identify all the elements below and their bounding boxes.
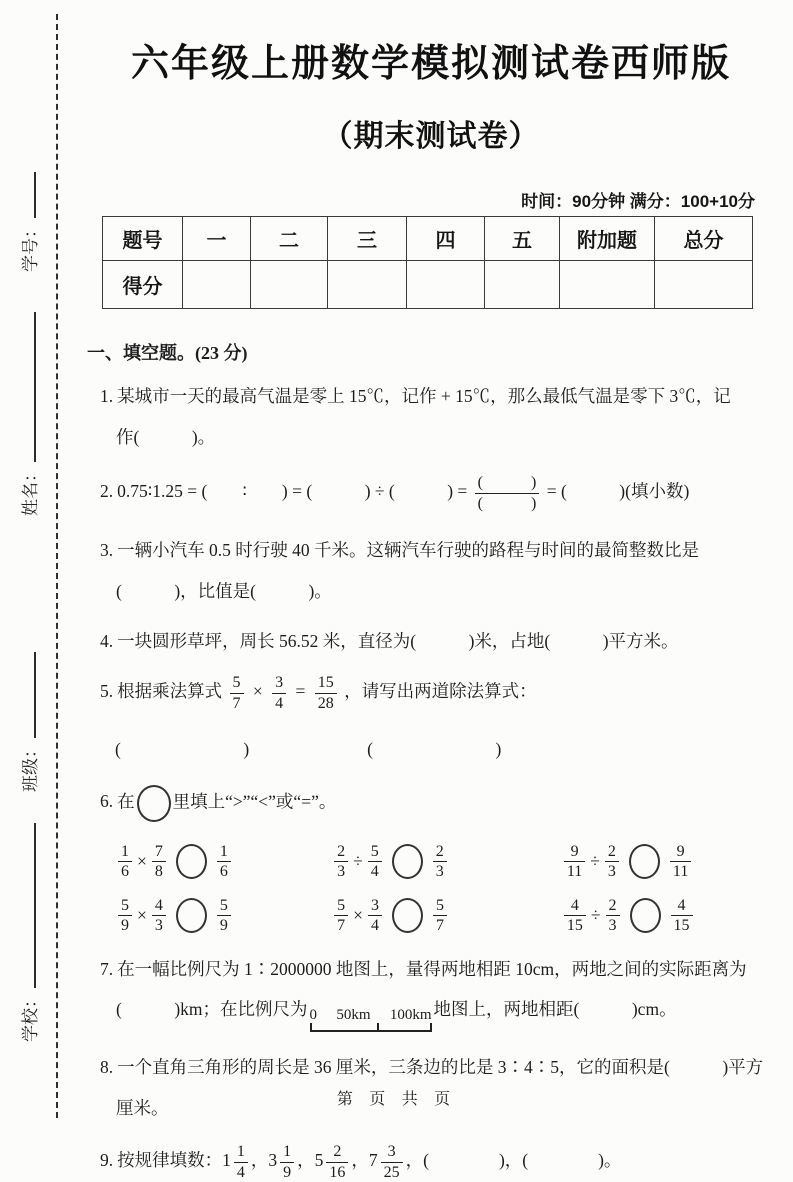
question-7	[85, 958, 777, 1032]
blank-fraction: $\frac{( )}{( )}$	[475, 473, 540, 513]
paper-content	[85, 0, 777, 1182]
score-header-extra: 附加题	[560, 217, 655, 261]
exam-info: 时间：90分钟 满分：100+10分	[521, 192, 755, 211]
question-1	[85, 385, 777, 449]
operator: ×	[353, 905, 363, 926]
school-blank-line	[32, 823, 36, 988]
comparison-circle	[176, 844, 207, 879]
score-header-5: 五	[485, 217, 560, 261]
operator: ÷	[590, 851, 600, 872]
comparison-item: $\frac{5}{9}$ × $\frac{4}{3}$ $\frac{5}{9}$	[115, 896, 331, 936]
name-blank-line	[32, 312, 36, 462]
fraction: $\frac{15}{28}$	[315, 673, 337, 713]
question-text: ( )km；在比例尺为	[116, 998, 308, 1019]
comparison-item: $\frac{1}{6}$ × $\frac{7}{8}$ $\frac{1}{6}$	[115, 842, 331, 882]
fill-in-circle	[137, 785, 171, 822]
class-label: 班级：	[21, 741, 40, 792]
margin-field-student-no	[16, 172, 41, 272]
operator: ×	[137, 851, 147, 872]
question-text: 地图上，两地相距( )cm。	[433, 998, 677, 1019]
page-title: 六年级上册数学模拟测试卷西师版	[130, 43, 731, 85]
question-text: ( )，( )。	[423, 1150, 622, 1171]
class-blank-line	[32, 652, 36, 738]
comparison-item: $\frac{4}{15}$ ÷ $\frac{2}{3}$ $\frac{4}{15}$	[561, 896, 777, 936]
comparison-circle	[392, 844, 423, 879]
map-scale-bar: 0 50km 100km	[310, 1007, 432, 1033]
margin-field-class	[16, 652, 41, 792]
score-header-3: 三	[328, 217, 407, 261]
student-no-label: 学号：	[21, 221, 40, 272]
comparison-circle	[176, 898, 207, 933]
question-text: 在一幅比例尺为 1∶2000000 地图上，量得两地相距 10cm，两地之间的实际距离为	[117, 958, 747, 979]
operator: ×	[252, 681, 263, 702]
student-no-blank-line	[32, 172, 36, 218]
comparison-circle	[630, 898, 661, 933]
question-number: 2.	[100, 481, 114, 502]
score-cell-empty	[655, 261, 753, 309]
question-text: 一块圆形草坪，周长 56.52 米，直径为( )米，占地( )平方米。	[117, 630, 679, 651]
question-text: 0.75∶1.25 = ( ∶ ) = ( ) ÷ ( ) =	[117, 481, 468, 502]
school-label: 学校：	[21, 991, 40, 1042]
operator: ÷	[353, 851, 363, 872]
question-text: ( )，比值是( )。	[116, 581, 332, 602]
answer-blank: ( )	[367, 738, 502, 759]
score-cell-empty	[251, 261, 328, 309]
question-text: 作( )。	[116, 426, 216, 447]
score-cell-empty	[328, 261, 407, 309]
question-6	[85, 785, 777, 936]
question-number: 4.	[100, 630, 114, 651]
score-header-label: 题号	[103, 217, 183, 261]
mixed-number: 7 $\frac{3}{25}$	[369, 1150, 406, 1170]
question-number: 1.	[100, 386, 114, 406]
dashed-cut-line	[56, 14, 58, 1118]
score-row-label: 得分	[103, 261, 183, 309]
fraction: $\frac{5}{7}$	[230, 673, 244, 713]
question-number: 6.	[100, 791, 114, 812]
equals-sign: =	[295, 681, 306, 702]
question-3	[85, 539, 777, 603]
comparison-item: $\frac{5}{7}$ × $\frac{3}{4}$ $\frac{5}{7}$	[331, 896, 561, 936]
margin-field-school	[16, 823, 41, 1042]
score-header-total: 总分	[655, 217, 753, 261]
question-9: 9. 按规律填数：1 $\frac{1}{4}$ ，3 $\frac{1}{9}$ ，5 $\frac{2}{16}$ ，7 $\frac{3}{25}$ ，( )，( )。	[100, 1143, 622, 1181]
question-text: 一个直角三角形的周长是 36 厘米，三条边的比是 3∶4∶5，它的面积是( )平方	[117, 1057, 764, 1077]
page-subtitle: （期末测试卷）	[322, 120, 540, 153]
section-heading: 一、填空题。(23 分)	[87, 343, 248, 363]
question-text: 一辆小汽车 0.5 时行驶 40 千米。这辆汽车行驶的路程与时间的最简整数比是	[117, 540, 699, 561]
question-text: = ( )(填小数)	[546, 481, 690, 502]
answer-blanks	[85, 736, 777, 761]
question-number: 9.	[100, 1150, 114, 1171]
mixed-number: 3 $\frac{1}{9}$	[268, 1150, 297, 1170]
question-number: 8.	[100, 1057, 114, 1077]
name-label: 姓名：	[21, 465, 40, 516]
score-cell-empty	[407, 261, 485, 309]
question-text: 根据乘法算式	[117, 681, 223, 702]
score-cell-empty	[560, 261, 655, 309]
question-number: 5.	[100, 681, 114, 702]
question-text: 厘米。	[116, 1097, 169, 1118]
question-5	[85, 673, 777, 760]
operator: ÷	[590, 905, 601, 926]
question-4	[85, 630, 777, 654]
comparison-row	[85, 896, 777, 936]
mixed-number: 5 $\frac{2}{16}$	[315, 1150, 352, 1170]
score-header-4: 四	[407, 217, 485, 261]
score-cell-empty	[183, 261, 251, 309]
question-number: 3.	[100, 540, 114, 561]
fraction: $\frac{3}{4}$	[272, 673, 286, 713]
comparison-circle	[629, 844, 660, 879]
comparison-circle	[392, 898, 423, 933]
answer-blank: ( )	[115, 738, 250, 759]
operator: ×	[137, 905, 147, 926]
mixed-number: 1 $\frac{1}{4}$	[222, 1150, 251, 1170]
question-text: 按规律填数：	[117, 1150, 223, 1171]
footer-page-label: 第 页 共 页	[336, 1091, 457, 1108]
question-text: 里填上“>”“<”或“=”。	[172, 791, 337, 812]
question-text: 在	[117, 791, 135, 812]
score-header-2: 二	[251, 217, 328, 261]
question-text: 某城市一天的最高气温是零上 15℃，记作 + 15℃，那么最低气温是零下 3℃，记	[117, 386, 731, 406]
question-2	[85, 473, 777, 513]
comparison-item: $\frac{9}{11}$ ÷ $\frac{2}{3}$ $\frac{9}{11}$	[561, 842, 777, 882]
score-table	[102, 216, 753, 309]
question-text: ，请写出两道除法算式：	[344, 681, 537, 702]
comparison-item: $\frac{2}{3}$ ÷ $\frac{5}{4}$ $\frac{2}{3}$	[331, 842, 561, 882]
score-cell-empty	[485, 261, 560, 309]
margin-field-name	[16, 312, 41, 516]
score-header-1: 一	[183, 217, 251, 261]
comparison-row	[85, 842, 777, 882]
question-number: 7.	[100, 958, 114, 979]
